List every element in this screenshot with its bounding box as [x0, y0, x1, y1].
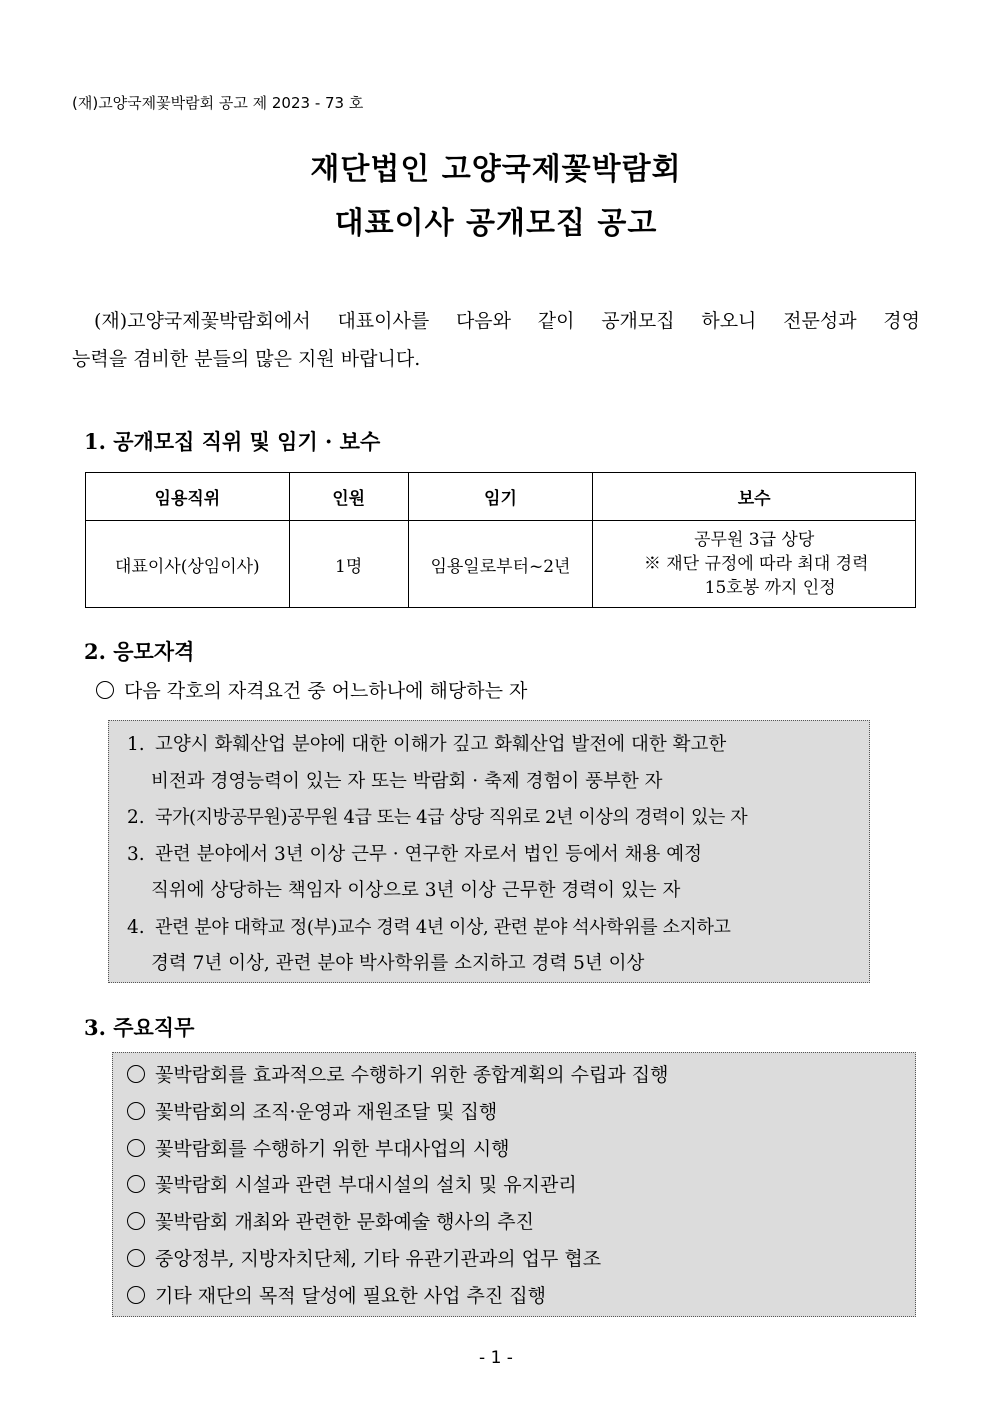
cell-count: 1명 [289, 521, 408, 608]
list-item-number: 2. [127, 807, 145, 828]
circle-bullet-icon [127, 1286, 145, 1304]
section-heading-duties: 3. 주요직무 [84, 1015, 195, 1040]
cell-pay [593, 521, 916, 608]
pay-line3: 15호봉 까지 인정 [704, 578, 836, 598]
list-item-text: 관련 분야 대학교 정(부)교수 경력 4년 이상, 관련 분야 석사학위를 소지하고 [155, 916, 731, 938]
list-item-continuation [109, 764, 869, 801]
list-item [113, 1278, 915, 1315]
list-item [113, 1131, 915, 1168]
table-row [86, 521, 916, 608]
list-item-text: 꽃박람회의 조직·운영과 재원조달 및 집행 [155, 1100, 498, 1123]
circle-bullet-icon [127, 1249, 145, 1267]
list-item-text: 기타 재단의 목적 달성에 필요한 사업 추진 집행 [155, 1284, 547, 1307]
page-number: - 1 - [479, 1348, 513, 1368]
list-item-number: 1. [127, 734, 145, 755]
list-item-text: 직위에 상당하는 책임자 이상으로 3년 이상 근무한 경력이 있는 자 [151, 880, 681, 901]
list-item [113, 1057, 915, 1094]
list-item-text: 꽃박람회를 수행하기 위한 부대사업의 시행 [155, 1137, 510, 1160]
circle-bullet-icon [96, 681, 114, 699]
circle-bullet-icon [127, 1139, 145, 1157]
pay-line2: ※ 재단 규정에 따라 최대 경력 [643, 554, 869, 574]
document-title-line2: 대표이사 공개모집 공고 [334, 206, 658, 241]
circle-bullet-icon [127, 1102, 145, 1120]
list-item [113, 1167, 915, 1204]
intro-paragraph-line1: (재)고양국제꽃박람회에서 대표이사를 다음와 같이 공개모집 하오니 전문성과 경영 [94, 310, 920, 332]
qualifications-lead-text: 다음 각호의 자격요건 중 어느하나에 해당하는 자 [124, 680, 528, 702]
list-item-text: 경력 7년 이상, 관련 분야 박사학위를 소지하고 경력 5년 이상 [151, 953, 645, 974]
list-item-text: 중앙정부, 지방자치단체, 기타 유관기관과의 업무 협조 [155, 1247, 602, 1270]
list-item-number: 3. [127, 843, 145, 865]
list-item-text: 고양시 화훼산업 분야에 대한 이해가 깊고 화훼산업 발전에 대한 확고한 [155, 734, 727, 755]
list-item [113, 1241, 915, 1278]
table-header-count: 인원 [289, 473, 408, 521]
list-item-text: 꽃박람회 개최와 관련한 문화예술 행사의 추진 [155, 1211, 534, 1234]
list-item-text: 꽃박람회 시설과 관련 부대시설의 설치 및 유지관리 [155, 1174, 577, 1197]
list-item [113, 1094, 915, 1131]
circle-bullet-icon [127, 1175, 145, 1193]
table-header-position: 임용직위 [86, 473, 290, 521]
table-header-pay: 보수 [593, 473, 916, 521]
list-item-text: 국가(지방공무원)공무원 4급 또는 4급 상당 직위로 2년 이상의 경력이 있는 자 [155, 807, 748, 828]
section-heading-positions: 1. 공개모집 직위 및 임기 · 보수 [84, 429, 381, 454]
list-item [109, 837, 869, 874]
table-header-term: 임기 [408, 473, 593, 521]
qualifications-box [108, 720, 870, 983]
circle-bullet-icon [127, 1212, 145, 1230]
section-heading-qualifications: 2. 응모자격 [84, 639, 195, 664]
list-item [109, 727, 869, 764]
list-item-text: 관련 분야에서 3년 이상 근무 · 연구한 자로서 법인 등에서 채용 예정 [155, 843, 702, 865]
cell-position: 대표이사(상임이사) [86, 521, 290, 608]
position-table [85, 472, 916, 608]
pay-line1: 공무원 3급 상당 [694, 530, 815, 550]
list-item-continuation [109, 873, 869, 910]
duties-box [112, 1052, 916, 1317]
list-item-continuation [109, 946, 869, 983]
list-item-number: 4. [127, 916, 145, 938]
document-title-line1: 재단법인 고양국제꽃박람회 [310, 152, 682, 187]
list-item-text: 꽃박람회를 효과적으로 수행하기 위한 종합계획의 수립과 집행 [155, 1064, 669, 1086]
list-item [109, 800, 869, 837]
list-item [113, 1204, 915, 1241]
list-item [109, 910, 869, 947]
list-item-text: 비전과 경영능력이 있는 자 또는 박람회 · 축제 경험이 풍부한 자 [151, 770, 663, 792]
intro-paragraph-line2: 능력을 겸비한 분들의 많은 지원 바랍니다. [72, 348, 421, 370]
table-header-row [86, 473, 916, 521]
document-number: (재)고양국제꽃박람회 공고 제 2023 - 73 호 [72, 94, 364, 112]
circle-bullet-icon [127, 1065, 145, 1083]
cell-term: 임용일로부터~2년 [408, 521, 593, 608]
qualifications-lead [96, 676, 527, 703]
